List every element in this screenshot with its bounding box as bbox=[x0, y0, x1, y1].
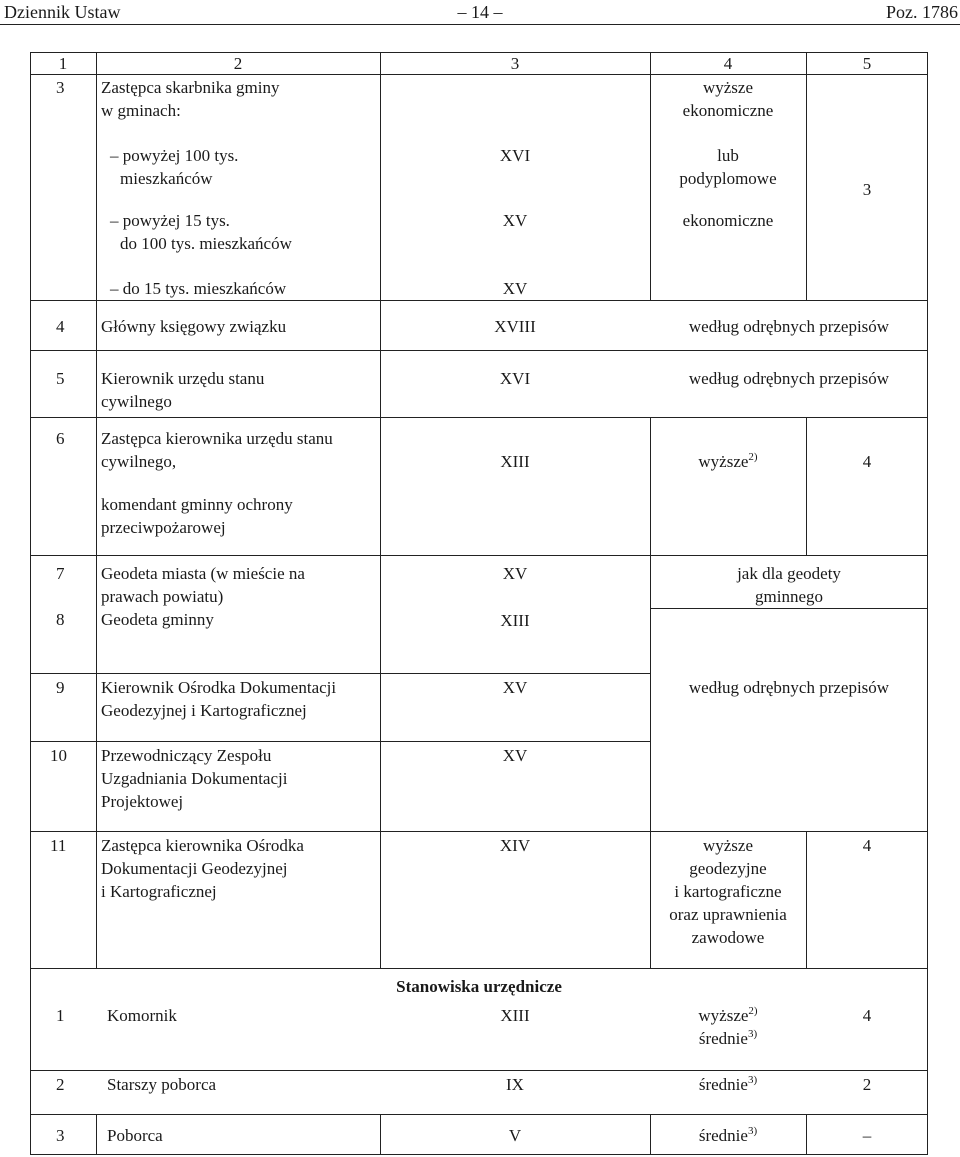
header-rule bbox=[0, 24, 960, 25]
row-5-position-line-2: cywilnego bbox=[101, 392, 172, 411]
row-4-position: Główny księgowy związku bbox=[101, 317, 287, 336]
row-4-requirements: według odrębnych przepisów bbox=[688, 317, 890, 336]
rule-partial-row-7 bbox=[650, 608, 928, 609]
row-11-education-line-5: zawodowe bbox=[691, 928, 765, 947]
col-num-3: 3 bbox=[510, 54, 520, 73]
row-6-position-2-line-2: przeciwpożarowej bbox=[101, 518, 226, 537]
col-rule-2 bbox=[380, 52, 381, 968]
row-9-position-line-2: Geodezyjnej i Kartograficznej bbox=[101, 701, 307, 720]
row-6-education bbox=[650, 450, 806, 473]
row-6-practice: 4 bbox=[862, 452, 872, 471]
section-row-1-category: XIII bbox=[500, 1006, 530, 1025]
row-3-sub-3-line-1: – do 15 tys. mieszkańców bbox=[110, 279, 287, 298]
col-rule-1-lower bbox=[96, 1114, 97, 1155]
row-6-education-note: 2) bbox=[748, 451, 758, 463]
section-row-2-education bbox=[650, 1073, 806, 1096]
row-11-position-line-2: Dokumentacji Geodezyjnej bbox=[101, 859, 288, 878]
row-9-requirements: według odrębnych przepisów bbox=[688, 678, 890, 697]
row-3-edu-2-line-1: lub bbox=[717, 146, 739, 165]
page-number: – 14 – bbox=[457, 2, 503, 22]
row-10-number: 10 bbox=[50, 746, 67, 765]
row-10-position-line-3: Projektowej bbox=[101, 792, 184, 811]
row-11-position-line-1: Zastępca kierownika Ośrodka bbox=[101, 836, 304, 855]
row-9-position-line-1: Kierownik Ośrodka Dokumentacji bbox=[101, 678, 337, 697]
section-title: Stanowiska urzędnicze bbox=[396, 977, 562, 996]
row-3-sub-1-line-2: mieszkańców bbox=[120, 169, 213, 188]
section-row-1-practice: 4 bbox=[862, 1006, 872, 1025]
row-3-sub-2-line-1: – powyżej 15 tys. bbox=[110, 211, 230, 230]
section-row-3-education bbox=[650, 1124, 806, 1147]
rule-after-row-11 bbox=[30, 968, 928, 969]
table-border-bottom bbox=[30, 1154, 928, 1155]
row-7-category: XV bbox=[502, 564, 528, 583]
row-5-position-line-1: Kierownik urzędu stanu bbox=[101, 369, 265, 388]
row-8-position: Geodeta gminny bbox=[101, 610, 214, 629]
section-row-3-practice: – bbox=[862, 1126, 872, 1145]
row-6-number: 6 bbox=[56, 429, 65, 448]
row-3-sub-1-line-1: – powyżej 100 tys. bbox=[110, 146, 239, 165]
row-3-position-line-2: w gminach: bbox=[101, 101, 181, 120]
section-row-1-education-2 bbox=[650, 1027, 806, 1050]
row-7-education-line-2: gminnego bbox=[755, 587, 823, 606]
row-10-position-line-2: Uzgadniania Dokumentacji bbox=[101, 769, 288, 788]
journal-title: Dziennik Ustaw bbox=[4, 2, 121, 22]
section-row-3-number: 3 bbox=[56, 1126, 65, 1145]
row-6-category: XIII bbox=[500, 452, 530, 471]
qualification-table bbox=[30, 52, 928, 1155]
section-row-1-position: Komornik bbox=[107, 1006, 177, 1025]
row-11-category: XIV bbox=[499, 836, 531, 855]
row-8-number: 8 bbox=[56, 610, 65, 629]
row-7-education-line-1: jak dla geodety bbox=[737, 564, 841, 583]
row-10-category: XV bbox=[502, 746, 528, 765]
row-9-number: 9 bbox=[56, 678, 65, 697]
col-rule-4b bbox=[806, 417, 807, 556]
row-11-number: 11 bbox=[50, 836, 67, 855]
row-7-position-line-1: Geodeta miasta (w mieście na bbox=[101, 564, 305, 583]
section-row-1-education-1-text: wyższe bbox=[698, 1006, 749, 1025]
row-3-practice: 3 bbox=[862, 180, 872, 199]
row-4-number: 4 bbox=[56, 317, 65, 336]
row-7-number: 7 bbox=[56, 564, 65, 583]
row-11-education-line-4: oraz uprawnienia bbox=[669, 905, 787, 924]
rule-after-row-3 bbox=[30, 300, 928, 301]
row-5-requirements: według odrębnych przepisów bbox=[688, 369, 890, 388]
row-5-number: 5 bbox=[56, 369, 65, 388]
row-3-sub-2-line-2: do 100 tys. mieszkańców bbox=[120, 234, 292, 253]
row-3-sub-1-category: XVI bbox=[499, 146, 531, 165]
col-num-1: 1 bbox=[58, 54, 68, 73]
row-3-edu-3-line-1: ekonomiczne bbox=[682, 211, 774, 230]
row-5-category: XVI bbox=[499, 369, 531, 388]
row-3-edu-1-line-2: ekonomiczne bbox=[682, 101, 774, 120]
section-row-1-education-2-text: średnie bbox=[698, 1029, 748, 1048]
rule-after-s2 bbox=[30, 1114, 928, 1115]
section-row-1-education-1 bbox=[650, 1004, 806, 1027]
row-7-position-line-2: prawach powiatu) bbox=[101, 587, 224, 606]
rule-after-row-10 bbox=[30, 831, 928, 832]
section-row-2-category: IX bbox=[506, 1075, 524, 1094]
row-8-category: XIII bbox=[500, 611, 530, 630]
section-row-2-position: Starszy poborca bbox=[107, 1075, 217, 1094]
col-num-5: 5 bbox=[862, 54, 872, 73]
row-3-number: 3 bbox=[56, 78, 65, 97]
row-9-category: XV bbox=[502, 678, 528, 697]
rule-after-row-5 bbox=[30, 417, 928, 418]
section-row-2-education-note: 3) bbox=[747, 1074, 758, 1086]
row-4-category: XVIII bbox=[494, 317, 536, 336]
rule-after-row-8 bbox=[30, 673, 650, 674]
col-num-2: 2 bbox=[233, 54, 243, 73]
row-10-position-line-1: Przewodniczący Zespołu bbox=[101, 746, 272, 765]
row-6-position-line-1: Zastępca kierownika urzędu stanu bbox=[101, 429, 333, 448]
rule-after-row-4 bbox=[30, 350, 928, 351]
row-6-position-line-2: cywilnego, bbox=[101, 452, 177, 471]
row-6-education-text: wyższe bbox=[698, 452, 749, 471]
row-11-education-line-2: geodezyjne bbox=[689, 859, 767, 878]
section-row-3-category: V bbox=[508, 1126, 522, 1145]
row-3-position-line-1: Zastępca skarbnika gminy bbox=[101, 78, 280, 97]
col-num-4: 4 bbox=[723, 54, 733, 73]
section-row-1-education-2-note: 3) bbox=[747, 1028, 758, 1040]
section-row-3-education-note: 3) bbox=[747, 1125, 758, 1137]
row-3-sub-3-category: XV bbox=[502, 279, 528, 298]
page-header bbox=[0, 0, 960, 26]
row-11-practice: 4 bbox=[862, 836, 872, 855]
section-row-2-education-text: średnie bbox=[698, 1075, 748, 1094]
row-6-position-2-line-1: komendant gminny ochrony bbox=[101, 495, 293, 514]
section-row-3-position: Poborca bbox=[107, 1126, 163, 1145]
row-3-edu-2-line-2: podyplomowe bbox=[679, 169, 777, 188]
position-number: Poz. 1786 bbox=[886, 2, 958, 22]
row-3-sub-2-category: XV bbox=[502, 211, 528, 230]
col-rule-4a bbox=[806, 52, 807, 301]
section-row-1-education-1-note: 2) bbox=[748, 1005, 758, 1017]
row-11-position-line-3: i Kartograficznej bbox=[101, 882, 217, 901]
col-rule-1 bbox=[96, 52, 97, 968]
rule-after-row-6 bbox=[30, 555, 928, 556]
row-3-edu-1-line-1: wyższe bbox=[702, 78, 754, 97]
section-row-2-number: 2 bbox=[56, 1075, 65, 1094]
rule-after-s1 bbox=[30, 1070, 928, 1071]
rule-after-row-9 bbox=[30, 741, 650, 742]
section-row-1-number: 1 bbox=[56, 1006, 65, 1025]
row-11-education-line-3: i kartograficzne bbox=[674, 882, 782, 901]
section-row-3-education-text: średnie bbox=[698, 1126, 748, 1145]
row-11-education-line-1: wyższe bbox=[702, 836, 754, 855]
section-row-2-practice: 2 bbox=[862, 1075, 872, 1094]
